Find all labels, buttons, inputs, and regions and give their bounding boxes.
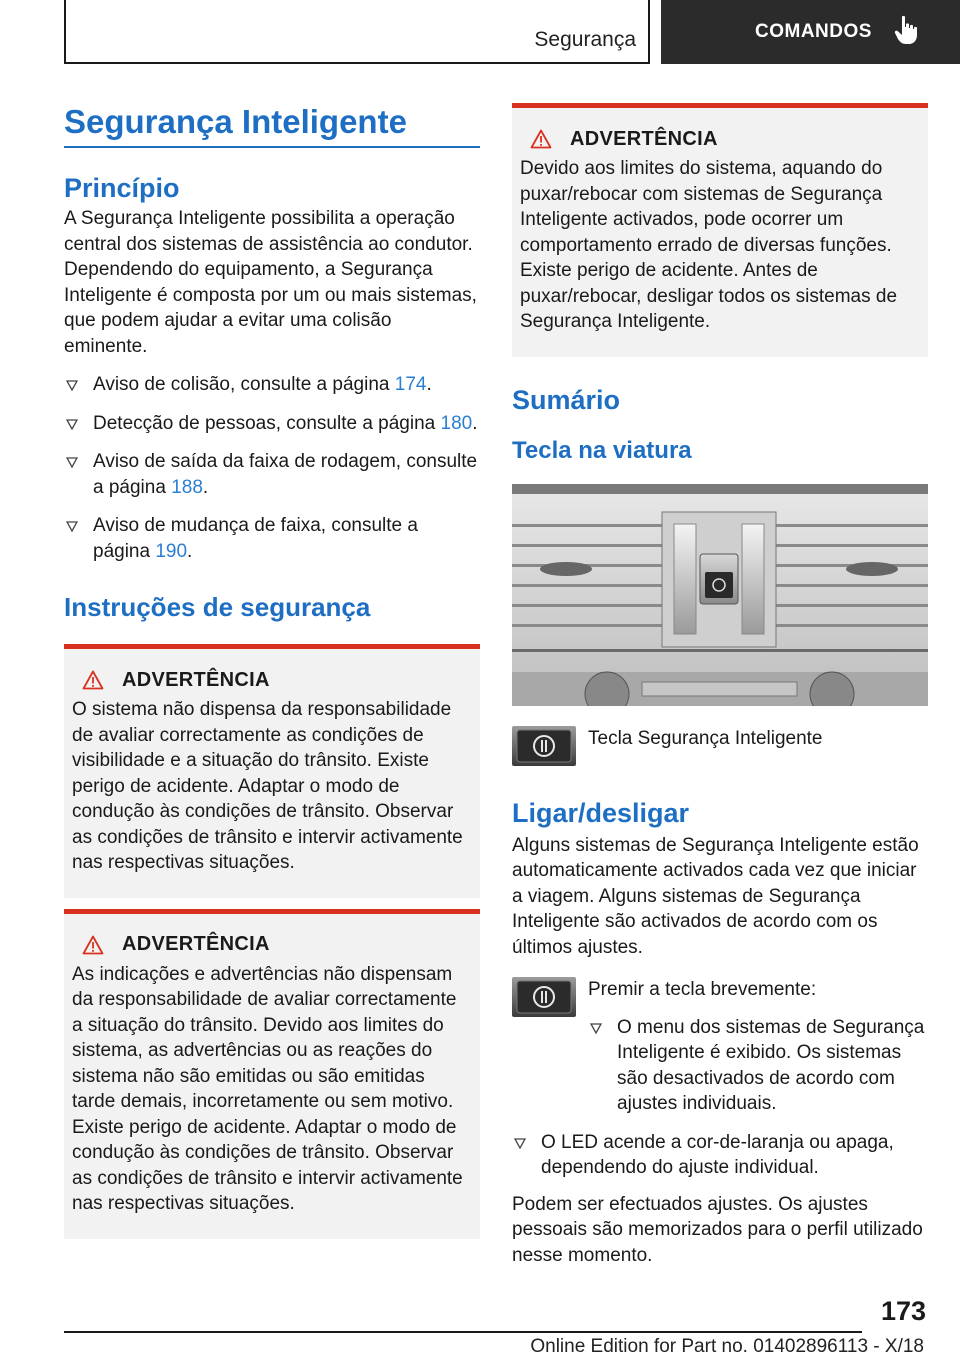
led-list [512,1130,928,1181]
intelligent-safety-button-icon [512,726,576,766]
header-separator [648,0,650,64]
header-chapter-tab[interactable] [661,0,960,64]
list-item: Aviso de saída da faixa de rodagem, consulte a página 188. [64,449,480,500]
page-link-190[interactable]: 190 [155,540,188,562]
console-photo-illustration [512,484,928,706]
list-item: Aviso de colisão, consulte a página 174. [64,372,480,398]
vehicle-console-photo [512,484,928,706]
safety-heading: Instruções de segurança [64,592,371,622]
list-item: O menu dos sistemas de Segurança Inteligente é exibido. Os sistemas são desactivados de acordo com ajustes individuais. [588,1015,928,1117]
list-item: Aviso de mudança de faixa, consulte a página 190. [64,513,480,564]
warning-box [64,644,480,898]
footer-rule [64,1331,862,1333]
header-bottom-rule [64,62,650,64]
principle-heading: Princípio [64,173,180,203]
press-result-list [588,1015,928,1117]
hand-pointer-icon [894,15,920,45]
triangle-bullet-icon [66,419,78,430]
left-column [64,100,480,1239]
title-rule [64,146,480,148]
warning-title: ADVERTÊNCIA [122,933,270,955]
feature-list [64,372,480,564]
list-item: Detecção de pessoas, consulte a página 180. [64,411,480,437]
page-title: Segurança Inteligente [64,103,407,140]
key-legend [512,726,928,766]
press-instruction [512,977,928,1117]
list-item: O LED acende a cor-de-laranja ou apaga, dependendo do ajuste individual. [512,1130,928,1181]
warning-triangle-icon [82,935,104,955]
warning-triangle-icon [82,670,104,690]
page-link-188[interactable]: 188 [171,476,203,498]
triangle-bullet-icon [514,1138,526,1149]
header-chapter-label: COMANDOS [755,21,872,42]
warning-box [512,103,928,357]
warning-box [64,909,480,1239]
onoff-text: Alguns sistemas de Segurança Inteligente estão automaticamente activados cada vez que iniciar a viagem. Alguns sistemas de Segurança Inteligente são activados de acordo com os últimos ajustes. [512,834,919,958]
footer-edition: Online Edition for Part no. 01402896113 - X/18 [530,1336,924,1357]
onoff-heading: Ligar/desligar [512,797,690,828]
triangle-bullet-icon [66,380,78,391]
warning-title: ADVERTÊNCIA [122,668,270,691]
page-link-174[interactable]: 174 [394,374,427,395]
press-text: Premir a tecla brevemente: [588,979,817,1000]
principle-text: A Segurança Inteligente possibilita a operação central dos sistemas de assistência ao condutor. Dependendo do equipamento, a Segurança Inteligente é composta por um ou mais sistemas, que podem ajudar a evitar uma colisão eminente. [64,208,477,357]
warning-text: As indicações e advertências não dispensam da responsabilidade de avaliar correctamente a situação do trânsito. Devido aos limites do sistema, as advertências ou as reações do sistema não são emitidas ou são emitidas tarde demais, incorretamente ou sem motivo. Existe perigo de acidente. Adaptar o modo de condução às condições de trânsito. Observar as condições de trânsito e intervir activamente nas respectivas situações. [72,963,463,1214]
page-number: 173 [880,1296,926,1326]
warning-text: O sistema não dispensa da responsabilidade de avaliar correctamente as condições de visibilidade e a situação do trânsito. Existe perigo de acidente. Adaptar o modo de condução às condições de trânsito. Observar as condições de trânsito e intervir activamente nas respectivas situações. [72,699,463,873]
key-caption: Tecla Segurança Inteligente [588,727,823,749]
triangle-bullet-icon [66,521,78,532]
key-heading: Tecla na viatura [512,436,692,464]
triangle-bullet-icon [66,457,78,468]
warning-title: ADVERTÊNCIA [570,127,718,150]
triangle-bullet-icon [590,1023,602,1034]
header-left-rule [64,0,66,64]
page-link-180[interactable]: 180 [440,412,473,434]
right-column [512,103,928,1268]
warning-triangle-icon [530,129,552,149]
intelligent-safety-button-icon [512,977,576,1017]
header-section-label: Segurança [534,28,636,51]
settings-text: Podem ser efectuados ajustes. Os ajustes pessoais são memorizados para o perfil utilizado nesse momento. [512,1193,923,1266]
warning-text: Devido aos limites do sistema, aquando do puxar/rebocar com sistemas de Segurança Inteligente activados, pode ocorrer um comportamento errado de diversas funções. Existe perigo de acidente. Antes de puxar/rebocar, desligar todos os sistemas de Segurança Inteligente. [520,158,898,332]
summary-heading: Sumário [512,384,621,415]
